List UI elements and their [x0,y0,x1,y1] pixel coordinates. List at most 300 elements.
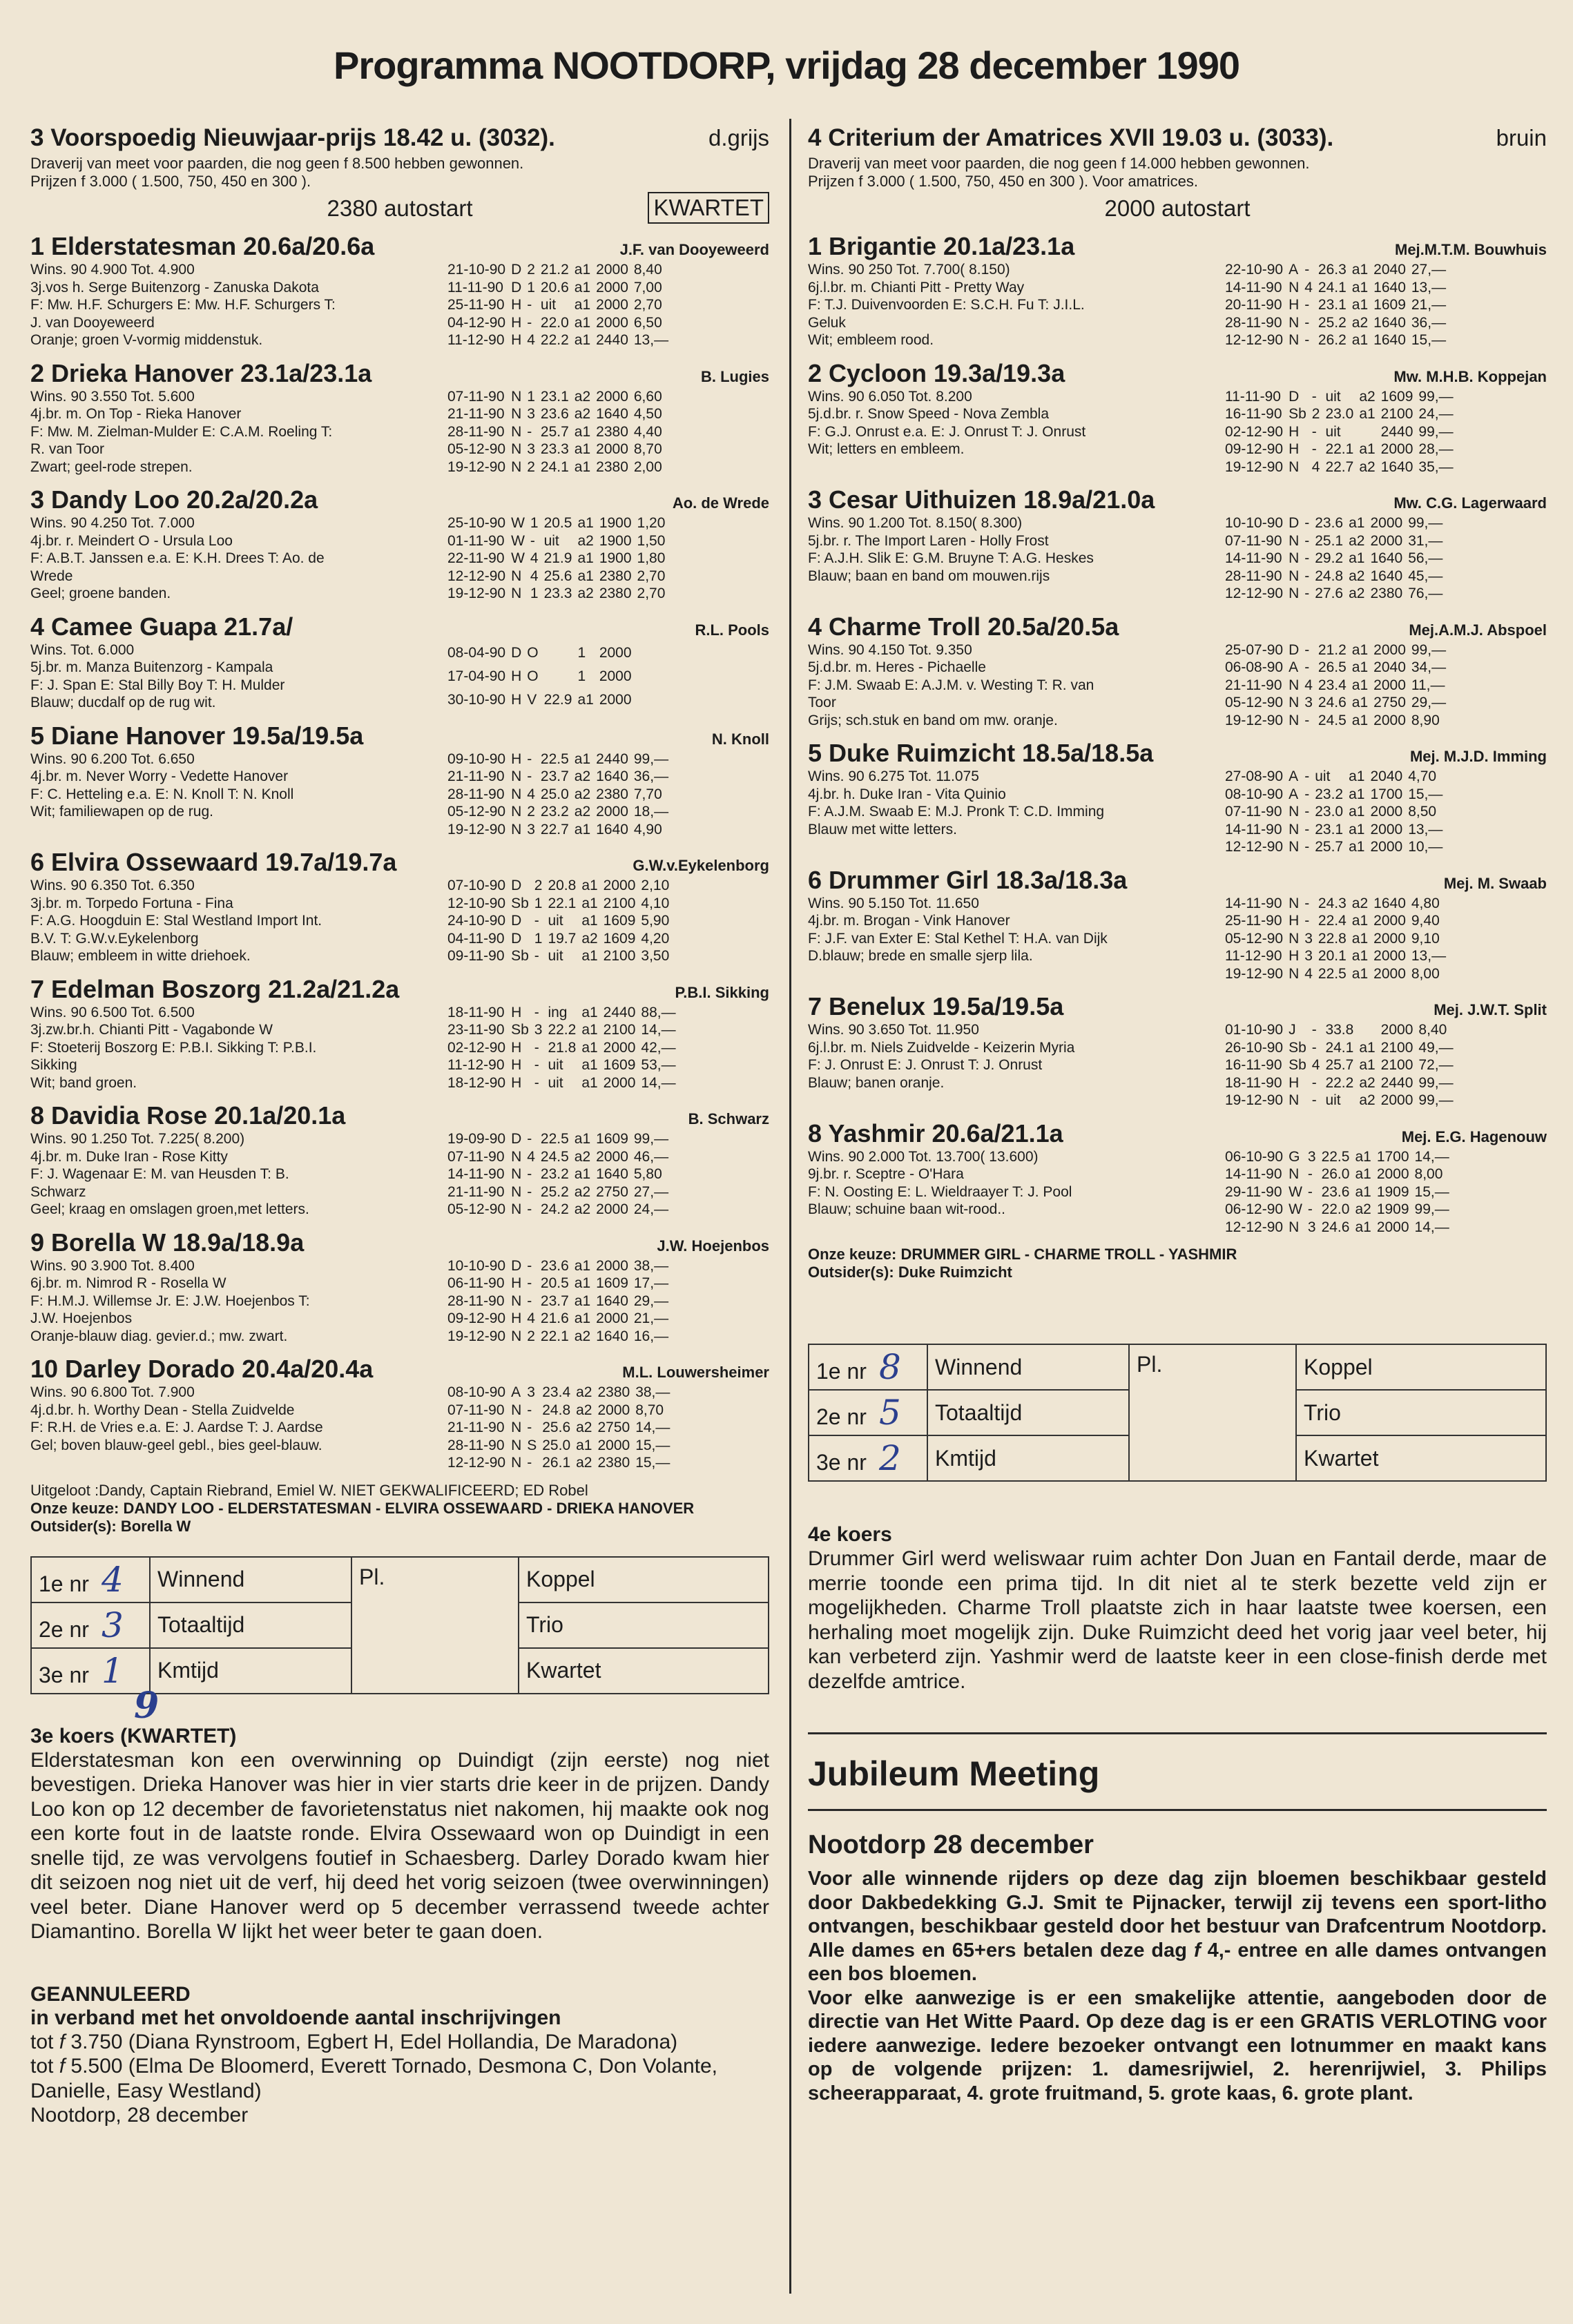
form-cell: 19-09-90 [447,1131,506,1147]
horse-form-table [445,1257,671,1346]
form-cell: 38,— [635,1384,670,1400]
horse-info-line: Zwart; geel-rode strepen. [30,458,193,475]
form-cell: N [511,568,522,584]
form-row [1222,1092,1456,1110]
form-row [1222,423,1456,441]
horse-info-line: Wins. 90 3.900 Tot. 8.400 [30,1257,195,1274]
form-cell: H [511,1057,522,1073]
form-cell: 2000 [1373,913,1406,929]
form-cell [1356,423,1378,441]
form-cell: a1 [1351,659,1369,675]
form-cell: N [1289,965,1300,982]
form-cell: 26.1 [542,1455,571,1471]
outsider-label: Outsider(s): [30,1517,117,1535]
horse-form-table [1222,1021,1456,1110]
form-cell: 14,— [641,1022,676,1038]
form-cell: uit [1315,768,1331,784]
form-cell: 19-12-90 [1225,458,1284,475]
form-row [1222,279,1449,297]
horse-owner: M.L. Louwersheimer [622,1364,769,1381]
form-cell: 13,— [1408,821,1443,837]
form-cell: 1 [577,644,586,661]
tot-prefix: tot [30,2030,54,2053]
form-cell: 21,— [1411,297,1447,313]
form-cell: 72,— [1418,1057,1454,1073]
form-cell: 04-12-90 [447,314,506,331]
form-cell: 07-11-90 [447,1402,505,1418]
form-cell: 20-11-90 [1225,297,1282,313]
form-cell: 2,70 [637,568,666,584]
form-cell: - [530,532,535,549]
form-cell: 4 [527,1148,535,1165]
horse-header [808,866,1547,895]
form-cell: 23.3 [543,585,572,601]
form-cell: 23.6 [1315,515,1344,531]
form-cell: 8,50 [1408,804,1437,820]
horse-entry [808,866,1547,983]
form-cell: 24.5 [1318,712,1347,728]
form-row [1222,912,1449,930]
form-cell: 1900 [599,515,632,531]
form-cell: uit [548,1074,563,1091]
race-4-start [808,195,1547,222]
form-cell: 4 [527,786,535,802]
horse-info-line: Wit; band groen. [30,1074,137,1091]
form-cell: 2440 [603,1004,636,1020]
form-cell: 21.2 [1318,641,1347,658]
form-cell: 14-11-90 [1225,279,1282,296]
horse-owner: G.W.v.Eykelenborg [633,857,769,874]
form-cell: 8,90 [1411,712,1440,728]
horse-info-line: F: A.J.M. Swaab E: M.J. Pronk T: C.D. Imming [808,804,1105,820]
jubileum-title: Jubileum Meeting [808,1754,1100,1793]
form-cell: 4 [1311,1057,1320,1073]
form-row [1222,1021,1456,1039]
horse-info-line: Wins. 90 4.150 Tot. 9.350 [808,641,972,658]
form-cell: uit [548,1057,563,1073]
form-cell: 11-11-90 [447,279,503,296]
form-cell: 14-11-90 [1225,1166,1282,1182]
form-cell: N [1289,458,1300,475]
horse-body [30,1004,769,1092]
horse-owner: Mej. M.J.D. Imming [1409,748,1547,765]
result-bet-type: Kwartet [519,1648,769,1694]
horse-info [30,751,445,839]
form-row [445,1454,673,1472]
form-cell: - [527,1402,532,1418]
form-row [1222,1056,1456,1074]
form-cell: 07-11-90 [447,388,505,405]
horse-info-line: Blauw; schuine baan wit-rood.. [808,1201,1005,1217]
horse-info-line: Wins. 90 2.000 Tot. 13.700( 13.600) [808,1148,1039,1165]
horse-owner: R.L. Pools [695,621,769,639]
form-cell: - [1304,314,1310,331]
form-cell: 28-11-90 [447,1437,505,1453]
form-cell: H [511,1310,522,1326]
horse-info-line: F: C. Hetteling e.a. E: N. Knoll T: N. Knoll [30,786,294,802]
form-cell: a1 [1349,804,1365,820]
form-cell: 23.4 [1318,677,1347,693]
form-cell: a1 [1359,406,1376,422]
form-cell: 4,80 [1411,895,1440,911]
horse-owner: Mw. M.H.B. Koppejan [1393,367,1547,385]
horse-body [30,514,769,603]
horse-info-line: F: A.B.T. Janssen e.a. E: K.H. Drees T: Ao. de [30,550,325,566]
form-row [445,688,640,712]
koers-3-text: Elderstatesman kon een overwinning op Duindigt (zijn eerste) nog niet bevestigen. Drieka Hanover was hier in vier starts drie keer in de prijzen. Dandy Loo kon op 12 december de favorietenstatus niet nakomen, hij maakte ook nog een korte fout in de laatste ronde. Elvira Ossewaard won op Duindigt in een snelle tijd, ze was vervolgens foutief in Schaesberg. Darley Dorado kwam hier dit seizoen nog niet uit de verf, hij deed het vorig seizoen (twee overwinningen) veel beter. Diane Hanover werd op 5 december verrassend tweede achter Diamantino. Borella W lijkt het weer beter te gaan doen. [30,1748,769,1943]
horse-body [30,1130,769,1219]
form-cell: - [527,1166,532,1182]
form-row [1222,821,1445,839]
form-cell: 13,— [1411,279,1447,296]
horse-info [30,261,445,349]
form-cell: 1609 [603,1057,636,1073]
form-row [1222,1219,1452,1237]
form-row [1222,1039,1456,1057]
result-table-race-3 [30,1556,769,1694]
form-cell: A [1289,659,1299,675]
form-cell: a1 [574,458,591,475]
form-cell: 22.5 [540,1131,569,1147]
horse-body [808,1021,1547,1110]
form-cell: - [534,1074,539,1091]
form-cell: uit [1325,423,1341,440]
form-cell: 2000 [1373,948,1406,964]
outsider-value: Borella W [120,1517,191,1535]
race-3-condition-line: Draverij van meet voor paarden, die nog geen f 8.500 hebben gewonnen. [30,155,524,172]
form-cell: - [527,314,532,331]
form-cell: 18-12-90 [447,1074,506,1091]
form-cell: - [527,1420,532,1435]
form-cell: 18-11-90 [1225,1074,1282,1091]
form-cell: 3 [527,821,535,837]
horse-name: 4 Camee Guapa 21.7a/ [30,612,293,641]
form-cell: 06-11-90 [447,1275,505,1291]
horse-form-table [445,261,671,349]
form-cell: - [1307,1201,1313,1217]
form-cell: N [1289,532,1300,549]
form-cell: a2 [1359,388,1376,405]
horse-info-line: Wins. 90 4.250 Tot. 7.000 [30,515,195,531]
form-cell: 2000 [596,388,628,405]
form-cell: 14-11-90 [1225,821,1282,837]
form-cell: a1 [574,821,591,837]
form-cell: N [1289,585,1300,601]
form-cell: 1640 [596,768,628,784]
horse-header [808,612,1547,641]
form-cell: 04-11-90 [447,930,505,947]
form-row [445,947,672,965]
horse-header [808,232,1547,261]
form-cell: 06-08-90 [1225,659,1284,675]
form-cell: a1 [581,1074,598,1091]
horse-info-line: Sikking [30,1057,77,1073]
form-cell: 1609 [1380,388,1413,405]
form-cell: - [534,1004,539,1020]
form-row [1222,331,1449,349]
form-cell: a2 [576,1420,592,1435]
form-cell: a1 [1355,1183,1371,1200]
form-cell: 1700 [1376,1148,1409,1165]
form-row [1222,550,1445,568]
form-cell: 2440 [596,332,628,348]
form-cell: 23.7 [540,768,569,784]
form-cell: W [511,515,525,531]
form-cell: 2380 [596,423,628,440]
race-3-heading [30,124,769,152]
form-row [445,1183,671,1201]
form-cell: 21.6 [540,1310,569,1326]
form-cell: 2440 [596,751,628,767]
form-cell: 2 [1311,406,1320,422]
form-cell: a2 [577,585,594,601]
form-cell: 4 [530,550,539,566]
horse-owner: Mej.A.M.J. Abspoel [1409,621,1547,639]
horse-info-line: 4j.br. h. Duke Iran - Vita Quinio [808,786,1006,802]
horse-info-line: Wins. 90 3.550 Tot. 5.600 [30,388,195,405]
form-cell: 1609 [596,1131,628,1147]
geannuleerd-list [30,2030,769,2128]
horse-header [30,1228,769,1257]
horse-entry [30,612,769,712]
form-cell: 14,— [1414,1219,1449,1235]
form-cell: 28-11-90 [1225,314,1282,331]
horse-info-line: Wins. 90 6.050 Tot. 8.200 [808,388,972,405]
horse-info-line: F: G.J. Onrust e.a. E: J. Onrust T: J. Onrust [808,423,1086,440]
form-cell: 21-11-90 [447,1420,505,1435]
form-cell: H [1289,297,1300,313]
horse-info-line: J. van Dooyeweerd [30,314,155,331]
form-cell: 2000 [1370,515,1403,531]
form-cell: - [527,1183,532,1200]
horse-name: 9 Borella W 18.9a/18.9a [30,1228,305,1257]
form-cell: S [527,1437,537,1453]
form-cell: 4 [1311,458,1320,475]
form-cell: 22-10-90 [1225,262,1284,278]
form-cell: 22.7 [540,821,569,837]
horse-name: 6 Elvira Ossewaard 19.7a/19.7a [30,848,397,876]
form-cell: 1,20 [637,515,666,531]
horse-info [808,895,1222,983]
geannuleerd-line-1 [30,2030,769,2055]
form-cell: - [1307,1183,1313,1200]
horse-info-line: F: A.J.H. Slik E: G.M. Bruyne T: A.G. Heskes [808,550,1094,566]
form-cell: a1 [581,1057,598,1073]
form-cell: 2000 [596,441,628,457]
form-cell: N [1289,332,1300,348]
form-cell: - [527,1275,532,1291]
form-cell: 29-11-90 [1225,1183,1282,1200]
horse-info-line: Gel; boven blauw-geel gebl., bies geel-blauw. [30,1437,322,1453]
guilder-sign: f [59,2030,66,2053]
horse-info-line: F: J. Onrust E: J. Onrust T: J. Onrust [808,1057,1043,1073]
race-3-start-type: 2380 autostart [327,195,473,221]
koers-4-heading: 4e koers [808,1523,892,1546]
form-cell: - [534,1057,539,1073]
form-cell: 1640 [1373,895,1406,911]
form-cell: 99,— [1418,388,1454,405]
form-cell: 20.1 [1318,948,1347,964]
form-cell: 8,40 [1418,1022,1447,1038]
form-cell: 08-10-90 [447,1384,506,1400]
guilder-sign: f [59,2055,66,2078]
form-cell: a1 [1349,768,1365,784]
horse-info-line: Toor [808,695,836,710]
form-cell: 2040 [1370,768,1403,784]
horse-name: 1 Elderstatesman 20.6a/20.6a [30,232,375,260]
form-cell: 4,20 [641,930,670,947]
form-row [445,314,671,332]
form-cell: 24.6 [1321,1219,1350,1235]
form-cell: 1900 [599,550,632,566]
race-3-title: 3 Voorspoedig Nieuwjaar-prijs 18.42 u. (3032). [30,124,555,151]
race-3-horses [30,232,769,1472]
form-cell: 2380 [596,786,628,802]
form-cell: 27-08-90 [1225,768,1284,784]
form-cell: 23.1 [1315,821,1344,837]
form-cell: 13,— [1411,948,1447,964]
form-cell: 25.6 [543,568,572,584]
horse-form-table [1222,261,1449,349]
form-cell: a1 [1355,1166,1371,1182]
form-cell: 1 [527,388,535,405]
horse-entry [808,992,1547,1110]
horse-info-line: Wins. Tot. 6.000 [30,641,135,658]
horse-info [808,261,1222,349]
form-cell: Sb [1289,1039,1306,1056]
form-cell: 24.6 [1318,695,1347,710]
form-row [1222,1183,1452,1201]
form-cell: 2,70 [637,585,666,601]
horse-owner: Mej.M.T.M. Bouwhuis [1395,241,1547,258]
form-cell: N [1289,821,1300,837]
form-cell: N [511,1437,522,1453]
handwritten-number: 5 [878,1393,901,1433]
horse-info-line: Geel; kraag en omslagen groen,met letters. [30,1201,309,1217]
form-row [1222,694,1449,712]
horse-header [30,232,769,261]
form-cell: 12-12-90 [447,1455,506,1471]
form-cell: 15,— [1411,332,1447,348]
form-cell: 2100 [1380,1057,1413,1073]
result-bet-type: Kwartet [1296,1435,1546,1481]
horse-info [808,1021,1222,1110]
form-cell: 23.6 [540,406,569,422]
form-cell: 25-11-90 [447,297,505,313]
section-rule [808,1732,1547,1734]
form-cell: a1 [1359,1039,1376,1056]
form-cell: Sb [1289,1057,1306,1073]
form-cell: 28-11-90 [447,1292,505,1309]
form-cell: 3 [1307,1148,1316,1165]
horse-header [808,359,1547,388]
kwartet-badge: KWARTET [648,192,769,224]
form-cell: 23.0 [1315,804,1344,820]
form-row [445,514,668,532]
form-cell: - [527,423,532,440]
form-row [445,1130,671,1148]
form-cell: 22.4 [1318,913,1347,929]
horse-owner: Mej. J.W.T. Split [1434,1001,1547,1018]
form-cell: 24.1 [540,458,569,475]
horse-name: 4 Charme Troll 20.5a/20.5a [808,612,1119,641]
horse-name: 8 Davidia Rose 20.1a/20.1a [30,1101,346,1130]
result-label: Totaaltijd [150,1602,351,1648]
form-cell: 2 [527,1328,535,1344]
form-cell: 29.2 [1315,550,1344,566]
horse-entry [808,739,1547,856]
form-cell: 2440 [1380,423,1413,440]
form-cell: 2380 [597,1455,630,1471]
horse-info-line: 5j.br. r. The Import Laren - Holly Frost [808,532,1049,549]
form-cell: 26-10-90 [1225,1039,1284,1056]
form-cell: H [1289,423,1300,440]
horse-header [30,722,769,751]
form-cell: 4,50 [633,406,662,422]
form-cell: - [1304,821,1310,837]
form-cell: 76,— [1408,585,1443,601]
horse-header [30,1101,769,1130]
horse-form-table [1222,514,1445,603]
form-cell: a1 [1351,965,1369,982]
form-cell [1356,1021,1378,1039]
form-cell: D [511,644,522,661]
form-cell: 11-12-90 [447,1057,505,1073]
result-number-label: 2e nr [816,1404,867,1429]
form-cell: 2000 [596,804,628,820]
form-cell: 8,00 [1411,965,1440,982]
form-cell: W [511,532,525,549]
form-cell: 38,— [633,1257,669,1274]
jubileum-paragraph-2: Voor elke aanwezige is er een smakelijke attentie, aangeboden door de directie van Het Witte Paard. Op deze dag is er een GRATIS VERLOTING voor iedere aanwezige. Iedere bezoeker ontvangt een lotnummer en maakt kans op de volgende prijzen: 1. damesrijwiel, 2. herenrijwiel, 3. Philips scheerapparaat, 4. grote fruitmand, 5. grote kaas, 6. grote plant. [808,1986,1547,2104]
form-cell: Sb [511,1022,529,1038]
form-cell: 1640 [1370,568,1403,584]
form-cell: 22.1 [1325,441,1354,457]
form-cell: D [511,262,522,278]
form-row [1222,585,1445,603]
race-4-horses [808,232,1547,1236]
form-cell: - [1311,423,1317,440]
race-4-color: bruin [1496,125,1547,151]
form-cell: 21-11-90 [447,768,505,784]
form-cell: 05-12-90 [1225,930,1284,947]
form-cell: - [1307,1166,1313,1182]
form-cell: a2 [574,1183,591,1200]
form-cell: a1 [574,423,591,440]
form-cell: - [534,1039,539,1056]
form-cell: 12-10-90 [447,895,506,911]
horse-form-table [1222,641,1449,730]
form-cell: a1 [574,1131,591,1147]
form-cell: 23.6 [1321,1183,1350,1200]
form-row [445,641,640,665]
horse-body [808,1148,1547,1237]
form-cell: 1 [534,895,543,911]
result-number-cell [809,1435,927,1481]
form-cell: 18-11-90 [447,1004,505,1020]
form-cell: - [1304,297,1310,313]
form-cell: 23.1 [1318,297,1347,313]
race-4-notes [808,1246,1547,1281]
form-cell: 27,— [633,1183,669,1200]
form-cell: 22.9 [543,691,572,708]
form-cell: 9,40 [1411,913,1440,929]
form-cell: a2 [574,388,591,405]
form-cell: A [1289,262,1299,278]
form-cell: N [511,1183,522,1200]
form-cell: 2000 [1370,821,1403,837]
form-cell: a2 [1359,1092,1376,1108]
